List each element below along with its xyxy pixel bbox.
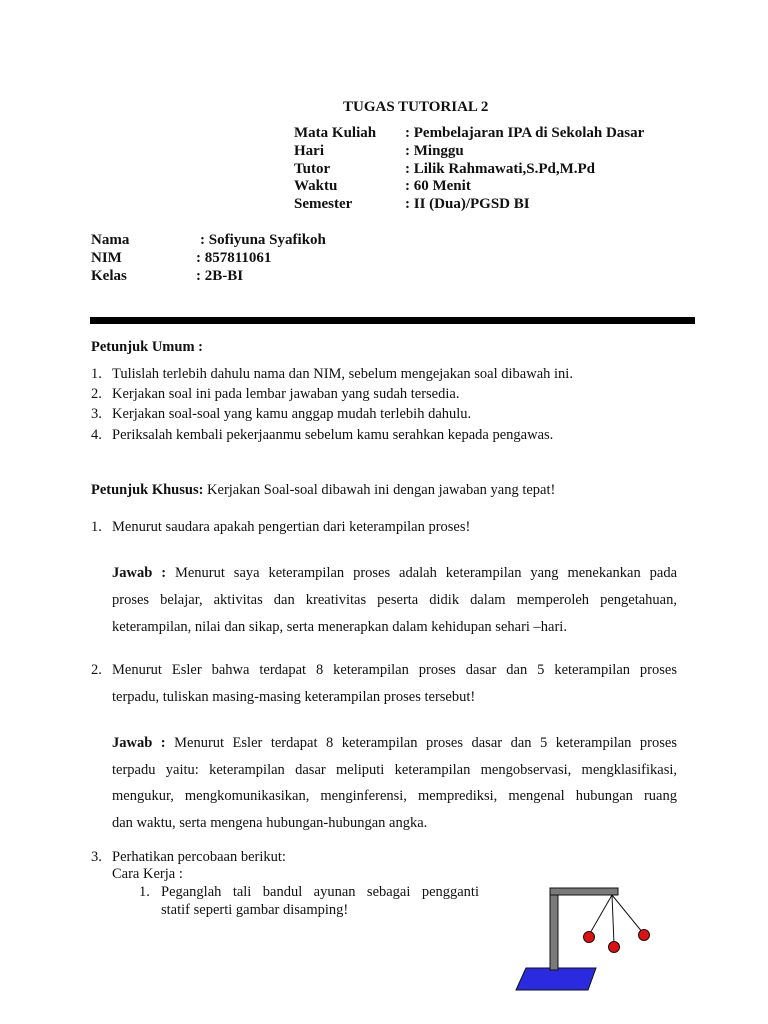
tutor-label: Tutor xyxy=(294,161,331,177)
stand-arm xyxy=(550,888,618,895)
nim-label: NIM xyxy=(91,250,122,266)
answer-line: terpadu yaitu: keterampilan dasar meliputi keterampilan mengobservasi, mengklasifikasi, xyxy=(112,762,677,778)
list-number: 4. xyxy=(91,427,102,443)
general-heading: Petunjuk Umum : xyxy=(91,339,203,355)
pendulum-ball xyxy=(584,932,595,943)
answer-label: Jawab : xyxy=(112,735,166,751)
special-label: Petunjuk Khusus: xyxy=(91,482,204,498)
day-value: : Minggu xyxy=(405,143,464,159)
answer-label: Jawab : xyxy=(112,565,167,581)
time-value: : 60 Menit xyxy=(405,178,471,194)
day-label: Hari xyxy=(294,143,324,159)
question-number: 1. xyxy=(91,519,102,535)
semester-value: : II (Dua)/PGSD BI xyxy=(405,196,530,212)
stand-pole xyxy=(550,888,558,970)
pendulum-illustration xyxy=(512,882,652,994)
step-text: Peganglah tali bandul ayunan sebagai pengganti xyxy=(161,884,479,900)
pendulum-base xyxy=(516,968,596,990)
answer-line xyxy=(112,735,677,752)
question-text: Perhatikan percobaan berikut: xyxy=(112,849,286,865)
time-label: Waktu xyxy=(294,178,338,194)
pendulum-string xyxy=(589,895,612,935)
pendulum-ball xyxy=(609,942,620,953)
special-instructions xyxy=(91,482,555,499)
question-text: Menurut saudara apakah pengertian dari keterampilan proses! xyxy=(112,519,471,535)
course-label: Mata Kuliah xyxy=(294,125,377,141)
class-value: : 2B-BI xyxy=(196,268,244,284)
question-number: 2. xyxy=(91,662,102,678)
pendulum-string xyxy=(612,895,614,944)
page-title: TUGAS TUTORIAL 2 xyxy=(343,99,489,115)
special-text: Kerjakan Soal-soal dibawah ini dengan jawaban yang tepat! xyxy=(207,482,556,498)
course-value: : Pembelajaran IPA di Sekolah Dasar xyxy=(405,125,645,141)
procedure-label: Cara Kerja : xyxy=(112,866,183,882)
list-item: Kerjakan soal ini pada lembar jawaban yang sudah tersedia. xyxy=(112,386,460,402)
nim-value: : 857811061 xyxy=(196,250,272,266)
semester-label: Semester xyxy=(294,196,353,212)
answer-text: Menurut Esler terdapat 8 keterampilan proses dasar dan 5 keterampilan proses xyxy=(174,735,677,751)
name-label: Nama xyxy=(91,232,130,248)
answer-text: Menurut saya keterampilan proses adalah keterampilan yang menekankan pada xyxy=(174,565,678,581)
name-value: : Sofiyuna Syafikoh xyxy=(200,232,326,248)
list-number: 1. xyxy=(91,366,102,382)
divider-rule xyxy=(90,317,695,324)
answer-line: proses belajar, aktivitas dan kreativitas peserta didik dalam memperoleh pengetahuan, xyxy=(112,592,677,608)
pendulum-string xyxy=(612,895,643,933)
pendulum-ball xyxy=(639,930,650,941)
answer-line: keterampilan, nilai dan sikap, serta menerapkan dalam kehidupan sehari –hari. xyxy=(112,619,567,635)
list-number: 2. xyxy=(91,386,102,402)
list-item: Kerjakan soal-soal yang kamu anggap mudah terlebih dahulu. xyxy=(112,406,472,422)
class-label: Kelas xyxy=(91,268,127,284)
list-number: 3. xyxy=(91,406,102,422)
question-text: terpadu, tuliskan masing-masing keterampilan proses tersebut! xyxy=(112,689,476,705)
list-item: Tulislah terlebih dahulu nama dan NIM, sebelum mengejakan soal dibawah ini. xyxy=(112,366,573,382)
answer-line: mengukur, mengkomunikasikan, menginferensi, memprediksi, mengenal hubungan ruang xyxy=(112,788,677,804)
step-number: 1. xyxy=(139,884,150,900)
question-text: Menurut Esler bahwa terdapat 8 keterampilan proses dasar dan 5 keterampilan proses xyxy=(112,662,677,678)
answer-line xyxy=(112,565,677,582)
answer-line: dan waktu, serta mengena hubungan-hubungan angka. xyxy=(112,815,428,831)
tutor-value: : Lilik Rahmawati,S.Pd,M.Pd xyxy=(405,161,596,177)
question-number: 3. xyxy=(91,849,102,865)
step-text: statif seperti gambar disamping! xyxy=(161,902,349,918)
list-item: Periksalah kembali pekerjaanmu sebelum kamu serahkan kepada pengawas. xyxy=(112,427,554,443)
